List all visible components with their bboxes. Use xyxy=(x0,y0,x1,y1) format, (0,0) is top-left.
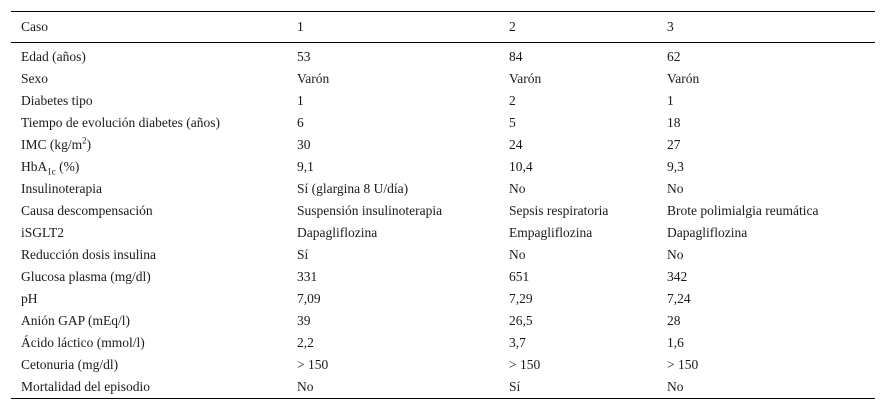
table-row-edad xyxy=(11,46,875,68)
cell-case-2: No xyxy=(509,247,526,262)
cell-case-3: 62 xyxy=(667,49,681,64)
cell-case-1: 53 xyxy=(297,49,311,64)
cell-case-2: No xyxy=(509,181,526,196)
row-label xyxy=(21,134,91,156)
cell-case-2: 26,5 xyxy=(509,313,533,328)
cell-case-2: 24 xyxy=(509,137,523,152)
table-row-mortalidad xyxy=(11,376,875,398)
cell-case-3: No xyxy=(667,247,684,262)
row-label: Diabetes tipo xyxy=(21,93,93,108)
table-row-tiempo xyxy=(11,112,875,134)
cell-case-2: Sepsis respiratoria xyxy=(509,203,609,218)
cell-case-3: 1 xyxy=(667,93,674,108)
row-label: pH xyxy=(21,291,38,306)
table-row-hba1c xyxy=(11,156,875,178)
row-label: Cetonuria (mg/dl) xyxy=(21,357,119,372)
cell-case-1: 39 xyxy=(297,313,311,328)
header-cell-case-1: 1 xyxy=(297,19,304,34)
table-row-glucosa xyxy=(11,266,875,288)
table-row-ph xyxy=(11,288,875,310)
cell-case-3: 28 xyxy=(667,313,681,328)
cell-case-2: Varón xyxy=(509,71,542,86)
hba-label-suffix: (%) xyxy=(55,159,80,174)
table-row-acido-lactico xyxy=(11,332,875,354)
row-label xyxy=(21,156,79,178)
cell-case-3: 18 xyxy=(667,115,681,130)
table-row-cetonuria xyxy=(11,354,875,376)
table-row-insulinoterapia xyxy=(11,178,875,200)
cell-case-1: Sí (glargina 8 U/día) xyxy=(297,181,409,196)
cell-case-1: Dapagliflozina xyxy=(297,225,378,240)
cell-case-1: 331 xyxy=(297,269,318,284)
cell-case-3: No xyxy=(667,379,684,394)
clinical-cases-table xyxy=(11,11,875,399)
cell-case-1: No xyxy=(297,379,314,394)
cell-case-1: 1 xyxy=(297,93,304,108)
cell-case-3: 1,6 xyxy=(667,335,684,350)
cell-case-3: > 150 xyxy=(667,357,699,372)
cell-case-3: Varón xyxy=(667,71,700,86)
cell-case-2: 84 xyxy=(509,49,523,64)
cell-case-3: 7,24 xyxy=(667,291,691,306)
table-row-causa xyxy=(11,200,875,222)
row-label: Insulinoterapia xyxy=(21,181,102,196)
cell-case-3: 27 xyxy=(667,137,681,152)
cell-case-1: > 150 xyxy=(297,357,329,372)
cell-case-1: Suspensión insulinoterapia xyxy=(297,203,443,218)
row-label: Sexo xyxy=(21,71,48,86)
cell-case-2: Sí xyxy=(509,379,521,394)
cell-case-2: 2 xyxy=(509,93,516,108)
cell-case-1: 9,1 xyxy=(297,159,314,174)
cell-case-1: 2,2 xyxy=(297,335,314,350)
hba-label-subscript: 1c xyxy=(47,166,56,177)
table-row-reduccion xyxy=(11,244,875,266)
imc-label-text: IMC (kg/m xyxy=(21,137,83,152)
table-row-anion-gap xyxy=(11,310,875,332)
cell-case-3: No xyxy=(667,181,684,196)
row-label: Reducción dosis insulina xyxy=(21,247,156,262)
row-label: iSGLT2 xyxy=(21,225,65,240)
header-cell-case-2: 2 xyxy=(509,19,516,34)
cell-case-2: Empagliflozina xyxy=(509,225,593,240)
table-row-imc xyxy=(11,134,875,156)
table-row-diabetes-tipo xyxy=(11,90,875,112)
cell-case-1: 30 xyxy=(297,137,311,152)
cell-case-1: Varón xyxy=(297,71,330,86)
cell-case-2: 651 xyxy=(509,269,530,284)
header-cell-case-3: 3 xyxy=(667,19,674,34)
imc-label-superscript: 2 xyxy=(82,135,87,146)
table-header-row xyxy=(11,12,875,43)
cell-case-3: Dapagliflozina xyxy=(667,225,748,240)
hba-label-text: HbA xyxy=(21,159,48,174)
cell-case-3: Brote polimialgia reumática xyxy=(667,203,819,218)
header-cell-caso: Caso xyxy=(21,19,48,34)
imc-label-suffix: ) xyxy=(86,137,92,152)
table-row-isglt2 xyxy=(11,222,875,244)
row-label: Mortalidad del episodio xyxy=(21,379,150,394)
cell-case-2: 10,4 xyxy=(509,159,533,174)
row-label: Anión GAP (mEq/l) xyxy=(21,313,130,328)
row-label: Tiempo de evolución diabetes (años) xyxy=(21,115,220,130)
row-label: Causa descompensación xyxy=(21,203,153,218)
cell-case-3: 342 xyxy=(667,269,688,284)
cell-case-2: 5 xyxy=(509,115,516,130)
table-row-sexo xyxy=(11,68,875,90)
cell-case-1: 6 xyxy=(297,115,304,130)
row-label: Glucosa plasma (mg/dl) xyxy=(21,269,151,284)
cell-case-2: 3,7 xyxy=(509,335,526,350)
cell-case-1: Sí xyxy=(297,247,309,262)
row-label: Ácido láctico (mmol/l) xyxy=(21,335,145,350)
cell-case-1: 7,09 xyxy=(297,291,321,306)
cell-case-3: 9,3 xyxy=(667,159,684,174)
cell-case-2: 7,29 xyxy=(509,291,533,306)
row-label: Edad (años) xyxy=(21,49,86,64)
cell-case-2: > 150 xyxy=(509,357,541,372)
